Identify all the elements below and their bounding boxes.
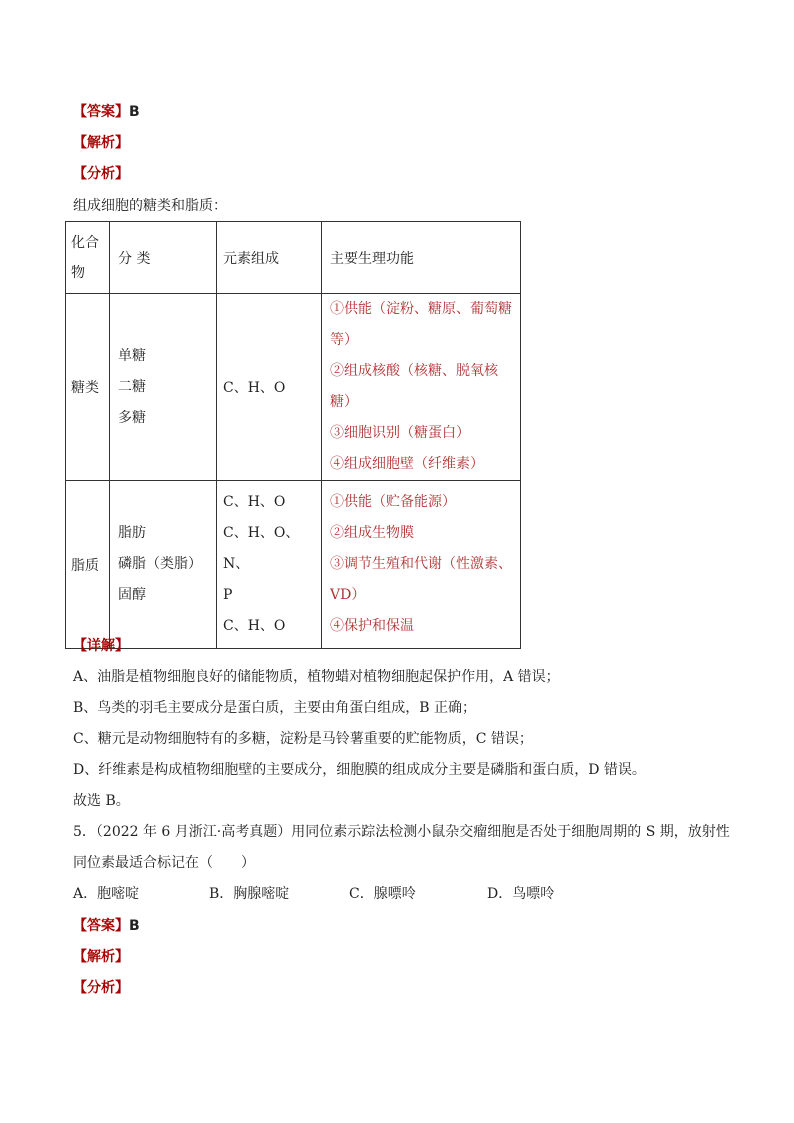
lipid-name: 脂质 bbox=[66, 481, 110, 649]
detail-line-c: C、糖元是动物细胞特有的多糖，淀粉是马铃薯重要的贮能物质，C 错误； bbox=[73, 731, 533, 747]
detail-line-a: A、油脂是植物细胞良好的储能物质，植物蜡对植物细胞起保护作用，A 错误； bbox=[73, 669, 560, 685]
table-intro: 组成细胞的糖类和脂质： bbox=[73, 198, 227, 214]
option-a[interactable]: A．胞嘧啶 bbox=[73, 886, 140, 902]
answer-label-2: 【答案】 bbox=[73, 918, 129, 934]
lipid-classes: 脂肪 磷脂（类脂） 固醇 bbox=[110, 481, 217, 649]
sugar-elements: C、H、O bbox=[217, 294, 322, 481]
lipid-functions: ①供能（贮备能源） ②组成生物膜 ③调节生殖和代谢（性激素、 VD） ④保护和保温 bbox=[322, 481, 521, 649]
answer-value: B bbox=[129, 104, 140, 120]
sugar-lipid-table bbox=[65, 221, 521, 649]
table-row-sugar bbox=[66, 294, 521, 481]
sugar-name: 糖类 bbox=[66, 294, 110, 481]
header-compound: 化合 物 bbox=[66, 222, 110, 294]
details-label: 【详解】 bbox=[73, 638, 129, 654]
answer-line-2 bbox=[73, 916, 140, 936]
header-category: 分 类 bbox=[110, 222, 217, 294]
analysis-heading bbox=[73, 133, 129, 153]
detail-conclusion: 故选 B。 bbox=[73, 793, 130, 809]
details-heading bbox=[73, 636, 129, 656]
analysis-heading-2 bbox=[73, 947, 129, 967]
answer-label: 【答案】 bbox=[73, 104, 129, 120]
header-function: 主要生理功能 bbox=[322, 222, 521, 294]
breakdown-heading-2 bbox=[73, 978, 129, 998]
answer-value-2: B bbox=[129, 918, 140, 934]
sugar-classes: 单糖 二糖 多糖 bbox=[110, 294, 217, 481]
detail-line-d: D、纤维素是构成植物细胞壁的主要成分，细胞膜的组成成分主要是磷脂和蛋白质，D 错误。 bbox=[73, 762, 646, 778]
breakdown-label: 【分析】 bbox=[73, 166, 129, 182]
analysis-label: 【解析】 bbox=[73, 135, 129, 151]
breakdown-label-2: 【分析】 bbox=[73, 980, 129, 996]
lipid-elements: C、H、O C、H、O、N、 P C、H、O bbox=[217, 481, 322, 649]
option-c[interactable]: C．腺嘌呤 bbox=[349, 886, 416, 902]
question5-line2: 同位素最适合标记在（ ） bbox=[73, 855, 255, 871]
answer-line bbox=[73, 102, 140, 122]
breakdown-heading bbox=[73, 164, 129, 184]
option-b[interactable]: B．胸腺嘧啶 bbox=[209, 886, 290, 902]
option-d[interactable]: D．鸟嘌呤 bbox=[487, 886, 555, 902]
table-row-lipid bbox=[66, 481, 521, 649]
header-elements: 元素组成 bbox=[217, 222, 322, 294]
table-header-row bbox=[66, 222, 521, 294]
question5-line1: 5．（2022 年 6 月浙江·高考真题）用同位素示踪法检测小鼠杂交瘤细胞是否处于细胞周期的 S 期，放射性 bbox=[73, 824, 730, 840]
detail-line-b: B、鸟类的羽毛主要成分是蛋白质，主要由角蛋白组成，B 正确； bbox=[73, 700, 477, 716]
sugar-functions: ①供能（淀粉、糖原、葡萄糖 等） ②组成核酸（核糖、脱氧核糖） ③细胞识别（糖蛋白） ④组成细胞壁（纤维素） bbox=[322, 294, 521, 481]
analysis-label-2: 【解析】 bbox=[73, 949, 129, 965]
